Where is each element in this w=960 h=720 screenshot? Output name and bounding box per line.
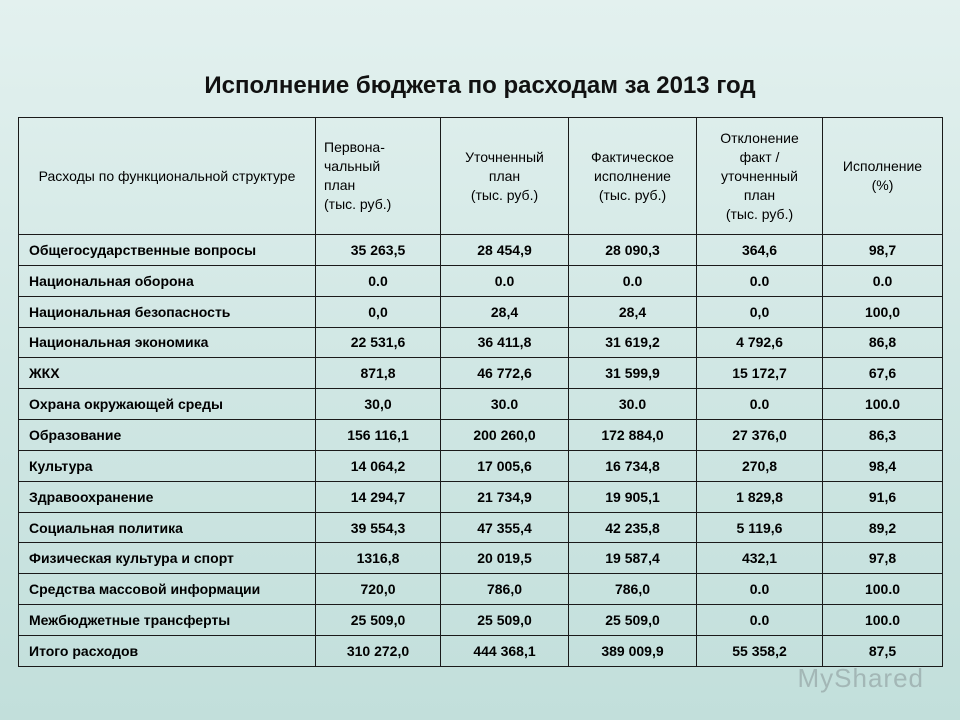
initial-plan-cell: 22 531,6 [316,327,441,358]
category-cell: Охрана окружающей среды [19,389,316,420]
table-row [19,512,943,543]
category-cell: Итого расходов [19,635,316,666]
category-cell: Национальная оборона [19,265,316,296]
initial-plan-cell: 14 294,7 [316,481,441,512]
actual-cell: 172 884,0 [569,420,697,451]
category-cell: Образование [19,420,316,451]
table-row [19,327,943,358]
header-actual: Фактическое исполнение (тыс. руб.) [569,118,697,235]
actual-cell: 786,0 [569,574,697,605]
actual-cell: 25 509,0 [569,605,697,636]
revised-plan-cell: 47 355,4 [441,512,569,543]
table-row [19,265,943,296]
category-cell: Здравоохранение [19,481,316,512]
deviation-cell: 0.0 [697,389,823,420]
revised-plan-cell: 21 734,9 [441,481,569,512]
actual-cell: 0.0 [569,265,697,296]
table-row [19,389,943,420]
deviation-cell: 15 172,7 [697,358,823,389]
table-row [19,574,943,605]
table-row [19,450,943,481]
header-execution-percent: Исполнение (%) [823,118,943,235]
actual-cell: 389 009,9 [569,635,697,666]
table-row [19,420,943,451]
execution-percent-cell: 89,2 [823,512,943,543]
revised-plan-cell: 0.0 [441,265,569,296]
deviation-cell: 0.0 [697,574,823,605]
initial-plan-cell: 156 116,1 [316,420,441,451]
actual-cell: 31 619,2 [569,327,697,358]
table-row [19,235,943,266]
table-row [19,605,943,636]
revised-plan-cell: 30.0 [441,389,569,420]
deviation-cell: 1 829,8 [697,481,823,512]
execution-percent-cell: 100.0 [823,574,943,605]
header-deviation: Отклонение факт / уточненный план (тыс. руб.) [697,118,823,235]
header-category: Расходы по функциональной структуре [19,118,316,235]
actual-cell: 28 090,3 [569,235,697,266]
execution-percent-cell: 100.0 [823,605,943,636]
category-cell: Национальная экономика [19,327,316,358]
execution-percent-cell: 86,3 [823,420,943,451]
execution-percent-cell: 87,5 [823,635,943,666]
category-cell: Физическая культура и спорт [19,543,316,574]
revised-plan-cell: 20 019,5 [441,543,569,574]
initial-plan-cell: 310 272,0 [316,635,441,666]
deviation-cell: 27 376,0 [697,420,823,451]
table-row [19,296,943,327]
execution-percent-cell: 86,8 [823,327,943,358]
deviation-cell: 0.0 [697,605,823,636]
category-cell: Социальная политика [19,512,316,543]
deviation-cell: 432,1 [697,543,823,574]
header-revised-plan: Уточненный план (тыс. руб.) [441,118,569,235]
revised-plan-cell: 786,0 [441,574,569,605]
initial-plan-cell: 39 554,3 [316,512,441,543]
actual-cell: 31 599,9 [569,358,697,389]
revised-plan-cell: 46 772,6 [441,358,569,389]
revised-plan-cell: 28 454,9 [441,235,569,266]
execution-percent-cell: 100.0 [823,389,943,420]
initial-plan-cell: 1316,8 [316,543,441,574]
table-row [19,481,943,512]
category-cell: Средства массовой информации [19,574,316,605]
revised-plan-cell: 25 509,0 [441,605,569,636]
watermark-logo: MyShared [797,663,924,693]
execution-percent-cell: 97,8 [823,543,943,574]
header-row [19,118,943,235]
execution-percent-cell: 100,0 [823,296,943,327]
execution-percent-cell: 98,4 [823,450,943,481]
actual-cell: 16 734,8 [569,450,697,481]
deviation-cell: 0.0 [697,265,823,296]
table-row [19,543,943,574]
execution-percent-cell: 91,6 [823,481,943,512]
deviation-cell: 5 119,6 [697,512,823,543]
table-row [19,358,943,389]
deviation-cell: 270,8 [697,450,823,481]
initial-plan-cell: 30,0 [316,389,441,420]
execution-percent-cell: 67,6 [823,358,943,389]
category-cell: Культура [19,450,316,481]
header-initial-plan: Первона- чальный план (тыс. руб.) [316,118,441,235]
deviation-cell: 364,6 [697,235,823,266]
deviation-cell: 4 792,6 [697,327,823,358]
category-cell: Межбюджетные трансферты [19,605,316,636]
actual-cell: 30.0 [569,389,697,420]
revised-plan-cell: 444 368,1 [441,635,569,666]
initial-plan-cell: 35 263,5 [316,235,441,266]
initial-plan-cell: 720,0 [316,574,441,605]
revised-plan-cell: 200 260,0 [441,420,569,451]
actual-cell: 42 235,8 [569,512,697,543]
revised-plan-cell: 17 005,6 [441,450,569,481]
actual-cell: 28,4 [569,296,697,327]
page-title: Исполнение бюджета по расходам за 2013 год [204,72,756,99]
execution-percent-cell: 98,7 [823,235,943,266]
initial-plan-cell: 0,0 [316,296,441,327]
initial-plan-cell: 871,8 [316,358,441,389]
execution-percent-cell: 0.0 [823,265,943,296]
initial-plan-cell: 25 509,0 [316,605,441,636]
initial-plan-cell: 0.0 [316,265,441,296]
actual-cell: 19 587,4 [569,543,697,574]
revised-plan-cell: 36 411,8 [441,327,569,358]
actual-cell: 19 905,1 [569,481,697,512]
category-cell: ЖКХ [19,358,316,389]
deviation-cell: 55 358,2 [697,635,823,666]
category-cell: Общегосударственные вопросы [19,235,316,266]
revised-plan-cell: 28,4 [441,296,569,327]
initial-plan-cell: 14 064,2 [316,450,441,481]
table-row [19,635,943,666]
category-cell: Национальная безопасность [19,296,316,327]
deviation-cell: 0,0 [697,296,823,327]
budget-table [18,117,943,667]
